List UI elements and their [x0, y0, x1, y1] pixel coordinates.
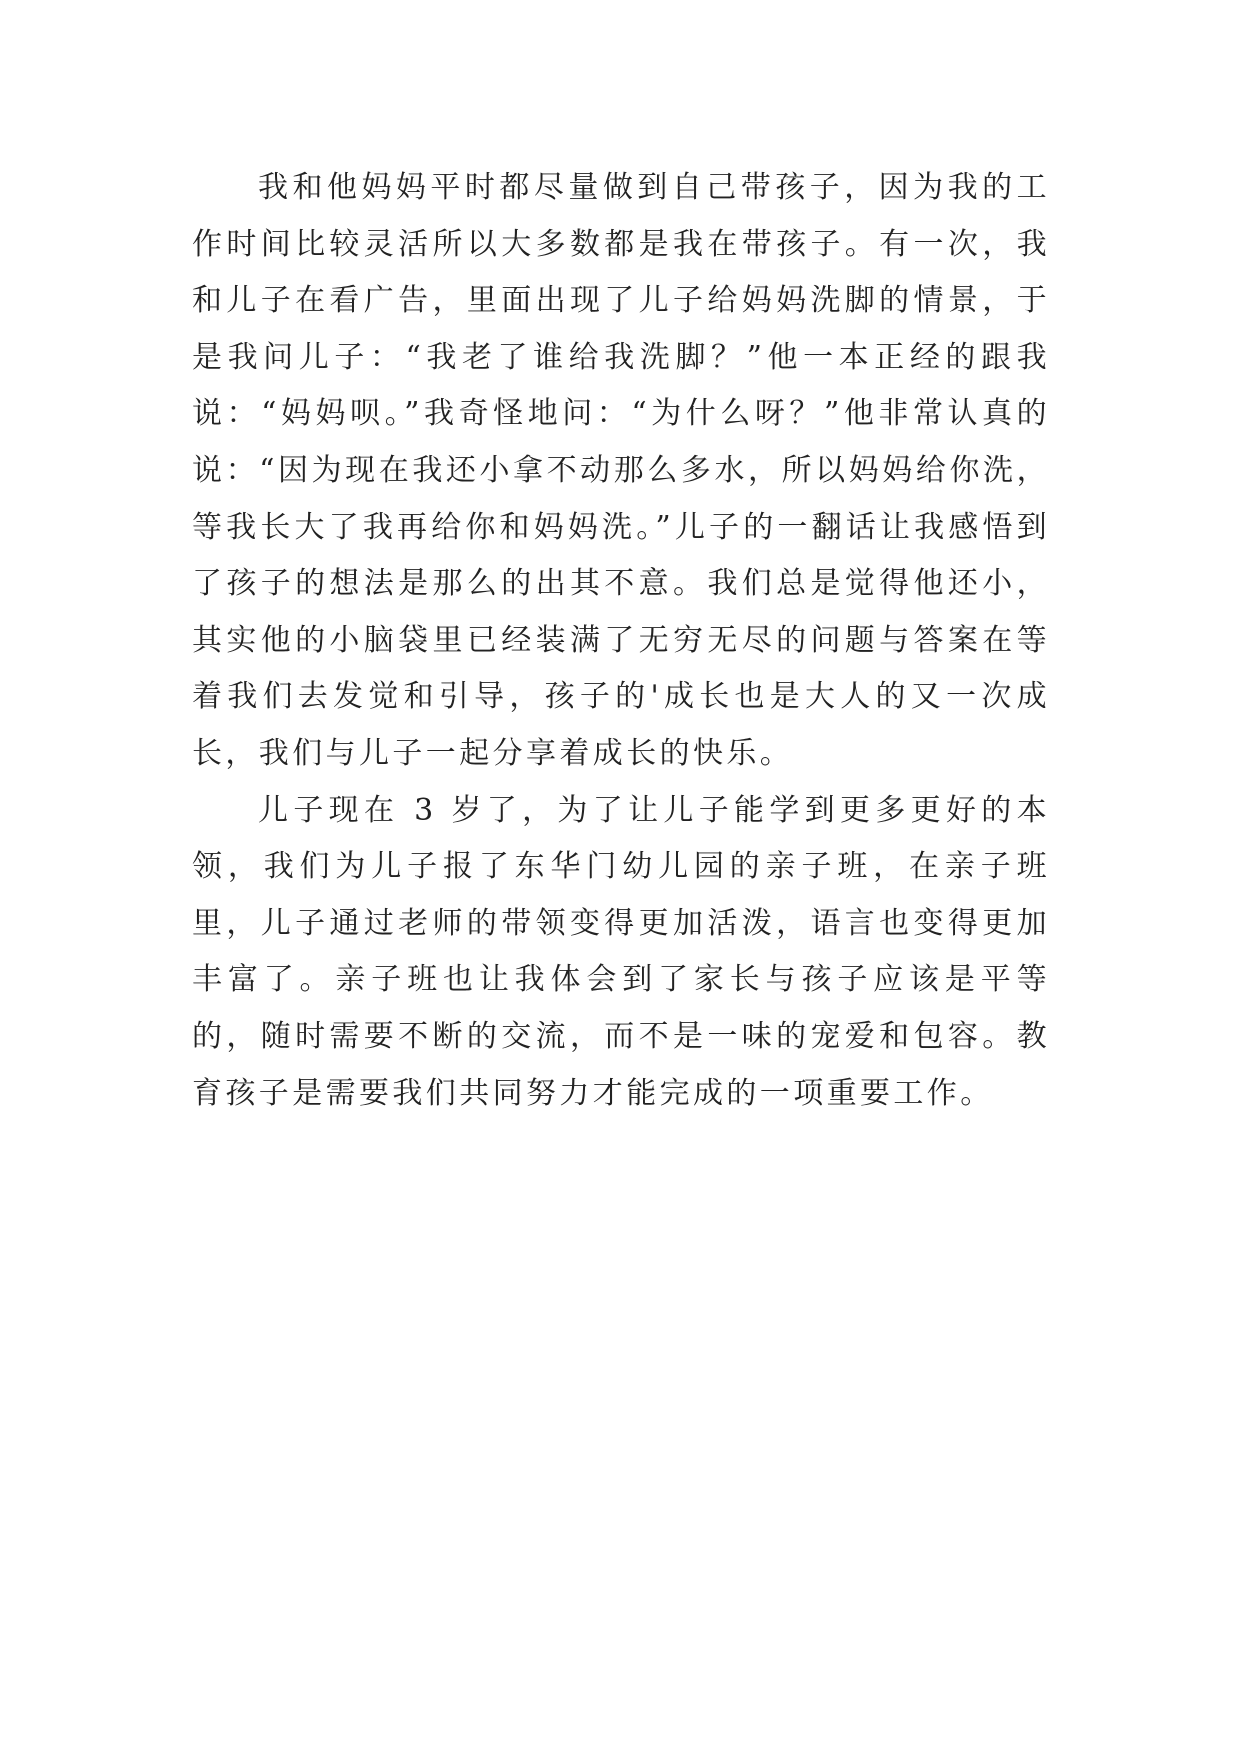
- paragraph-1: 我和他妈妈平时都尽量做到自己带孩子，因为我的工作时间比较灵活所以大多数都是我在带孩子。有一次，我和儿子在看广告，里面出现了儿子给妈妈洗脚的情景，于是我问儿子：“我老了谁给我洗脚？”他一本正经的跟我说：“妈妈呗。”我奇怪地问：“为什么呀？”他非常认真的说：“因为现在我还小拿不动那么多水，所以妈妈给你洗，等我长大了我再给你和妈妈洗。”儿子的一翻话让我感悟到了孩子的想法是那么的出其不意。我们总是觉得他还小，其实他的小脑袋里已经装满了无穷无尽的问题与答案在等着我们去发觉和引导，孩子的'成长也是大人的又一次成长，我们与儿子一起分享着成长的快乐。: [192, 170, 1050, 771]
- paragraph-2: 儿子现在 3 岁了，为了让儿子能学到更多更好的本领，我们为儿子报了东华门幼儿园的亲子班，在亲子班里，儿子通过老师的带领变得更加活泼，语言也变得更加丰富了。亲子班也让我体会到了家长与孩子应该是平等的，随时需要不断的交流，而不是一味的宠爱和包容。教育孩子是需要我们共同努力才能完成的一项重要工作。: [192, 792, 1050, 1111]
- document-body: [192, 160, 1050, 1122]
